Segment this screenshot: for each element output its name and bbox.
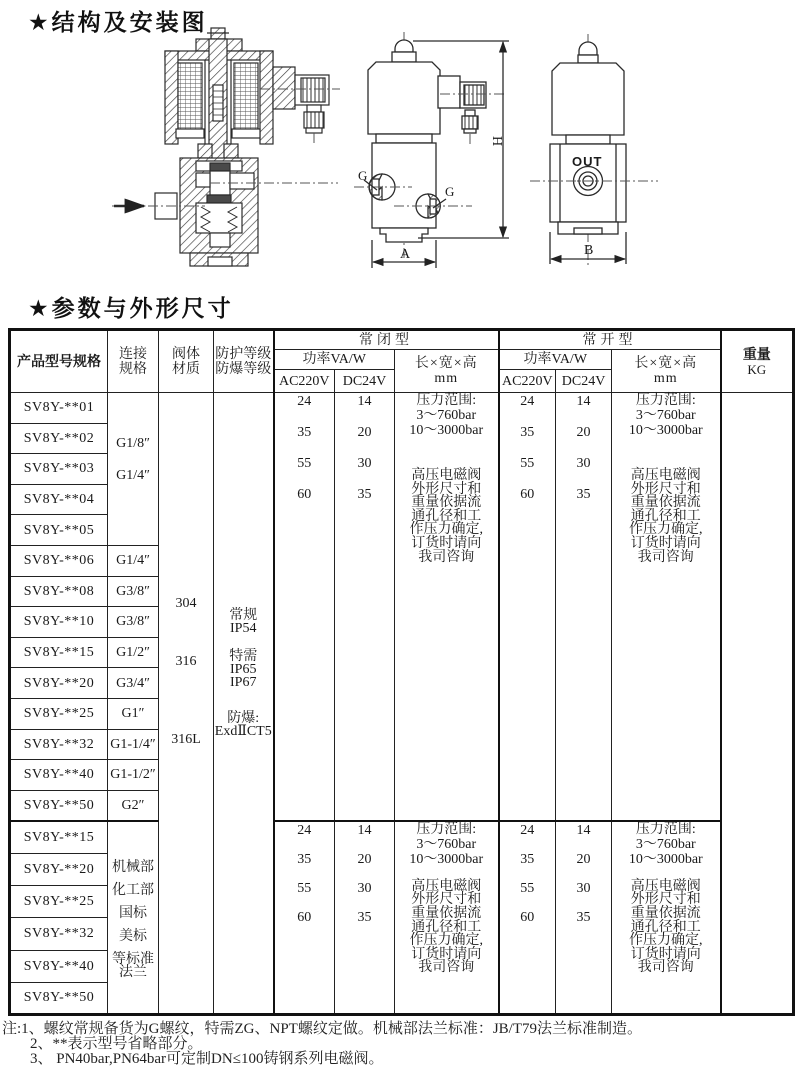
model-cell: SV8Y-**15 xyxy=(10,637,108,668)
connection-cell: G3/8″ xyxy=(108,607,159,638)
connection-cell: G3/8″ xyxy=(108,576,159,607)
no-dc-values-s2: 14 20 30 35 xyxy=(556,821,612,1015)
model-cell: SV8Y-**04 xyxy=(10,484,108,515)
col-header-weight: 重量 KG xyxy=(721,330,794,393)
connection-cell: G1/2″ xyxy=(108,637,159,668)
model-cell: SV8Y-**20 xyxy=(10,853,108,885)
outlet-label: OUT xyxy=(572,154,603,169)
flange-standard-cell: 机械部 化工部 国标 美标 等标准 法兰 xyxy=(108,821,159,1015)
plunger xyxy=(205,39,231,159)
nc-dc-values-s2: 14 20 30 35 xyxy=(335,821,395,1015)
protection-cell: 常规 IP54 特需 IP65 IP67 防爆: ExdⅡCT5 xyxy=(214,393,274,1015)
col-header-model: 产品型号规格 xyxy=(10,330,108,393)
section-title-parameters: ★参数与外形尺寸 xyxy=(28,295,234,321)
col-header-ac-no: AC220V xyxy=(499,370,556,393)
model-cell: SV8Y-**01 xyxy=(10,393,108,424)
col-header-dims-no: 长×宽×高 mm xyxy=(612,350,721,393)
model-cell: SV8Y-**50 xyxy=(10,982,108,1014)
port-label-g1: G xyxy=(358,168,368,183)
nc-dims-note: 压力范围: 3～760bar 10～3000bar 高压电磁阀 外形尺寸和 重量依据流 通孔径和工 作压力确定, 订货时请向 我司咨询 xyxy=(395,393,499,821)
connection-cell: G2″ xyxy=(108,790,159,821)
model-cell: SV8Y-**50 xyxy=(10,790,108,821)
spec-table xyxy=(8,328,795,1016)
footnotes xyxy=(2,1022,642,1066)
connection-cell: G1″ xyxy=(108,698,159,729)
connection-group-cell: G1/8″ G1/4″ xyxy=(108,393,159,546)
port-label-g2: G xyxy=(445,184,455,199)
model-cell: SV8Y-**06 xyxy=(10,545,108,576)
valve-body xyxy=(155,144,258,266)
connector xyxy=(438,76,504,147)
connection-cell: G1-1/4″ xyxy=(108,729,159,760)
footnote-line: 2、**表示型号省略部分。 xyxy=(30,1035,203,1052)
spec-table-container xyxy=(8,328,795,1016)
connection-cell: G1/4″ xyxy=(108,545,159,576)
section-title-structure: ★结构及安装图 xyxy=(28,9,208,35)
dim-label-b: B xyxy=(584,243,594,258)
group-header-normally-closed: 常闭型 xyxy=(274,330,499,350)
dim-label-h: H xyxy=(489,136,504,147)
model-cell: SV8Y-**32 xyxy=(10,918,108,950)
footnote-line: 3、 PN40bar,PN64bar可定制DN≤100铸钢系列电磁阀。 xyxy=(30,1050,384,1067)
model-cell: SV8Y-**02 xyxy=(10,423,108,454)
nc-ac-values: 24 35 55 60 xyxy=(274,393,335,821)
col-header-ac-nc: AC220V xyxy=(274,370,335,393)
footnote-line: 注:1、螺纹常规备货为G螺纹，特需ZG、NPT螺纹定做。机械部法兰标准：JB/T79法兰标准制造。 xyxy=(2,1021,643,1037)
no-ac-values: 24 35 55 60 xyxy=(499,393,556,821)
col-header-dims-nc: 长×宽×高 mm xyxy=(395,350,499,393)
valve-outline xyxy=(550,42,626,234)
model-cell: SV8Y-**10 xyxy=(10,607,108,638)
model-cell: SV8Y-**20 xyxy=(10,668,108,699)
model-cell: SV8Y-**15 xyxy=(10,821,108,853)
col-header-power-no: 功率VA/W xyxy=(499,350,612,370)
dim-label-a: A xyxy=(400,247,411,262)
col-header-dc-no: DC24V xyxy=(556,370,612,393)
col-header-material: 阀体 材质 xyxy=(159,330,214,393)
model-cell: SV8Y-**25 xyxy=(10,885,108,917)
model-cell: SV8Y-**32 xyxy=(10,729,108,760)
model-cell: SV8Y-**40 xyxy=(10,760,108,791)
col-header-protection: 防护等级 防爆等级 xyxy=(214,330,274,393)
col-header-power-nc: 功率VA/W xyxy=(274,350,395,370)
model-cell: SV8Y-**05 xyxy=(10,515,108,546)
no-ac-values-s2: 24 35 55 60 xyxy=(499,821,556,1015)
model-cell: SV8Y-**08 xyxy=(10,576,108,607)
col-header-dc-nc: DC24V xyxy=(335,370,395,393)
connection-cell: G1-1/2″ xyxy=(108,760,159,791)
weight-cell xyxy=(721,393,794,1015)
nc-dims-note-s2: 压力范围: 3～760bar 10～3000bar 高压电磁阀 外形尺寸和 重量依据流 通孔径和工 作压力确定, 订货时请向 我司咨询 xyxy=(395,821,499,1015)
nc-ac-values-s2: 24 35 55 60 xyxy=(274,821,335,1015)
valve-side-view-diagram xyxy=(352,30,512,275)
no-dc-values: 14 20 30 35 xyxy=(556,393,612,821)
model-cell: SV8Y-**40 xyxy=(10,950,108,982)
outlet-port xyxy=(530,167,658,196)
col-header-connection: 连接 规格 xyxy=(108,330,159,393)
model-cell: SV8Y-**03 xyxy=(10,454,108,485)
no-dims-note-s2: 压力范围: 3～760bar 10～3000bar 高压电磁阀 外形尺寸和 重量依据流 通孔径和工 作压力确定, 订货时请向 我司咨询 xyxy=(612,821,721,1015)
nc-dc-values: 14 20 30 35 xyxy=(335,393,395,821)
model-cell: SV8Y-**25 xyxy=(10,698,108,729)
material-cell: 304 316 316L xyxy=(159,393,214,1015)
connection-cell: G3/4″ xyxy=(108,668,159,699)
valve-front-view-diagram xyxy=(528,32,663,277)
no-dims-note: 压力范围: 3～760bar 10～3000bar 高压电磁阀 外形尺寸和 重量依据流 通孔径和工 作压力确定, 订货时请向 我司咨询 xyxy=(612,393,721,821)
valve-cross-section-diagram xyxy=(110,27,343,282)
group-header-normally-open: 常开型 xyxy=(499,330,721,350)
